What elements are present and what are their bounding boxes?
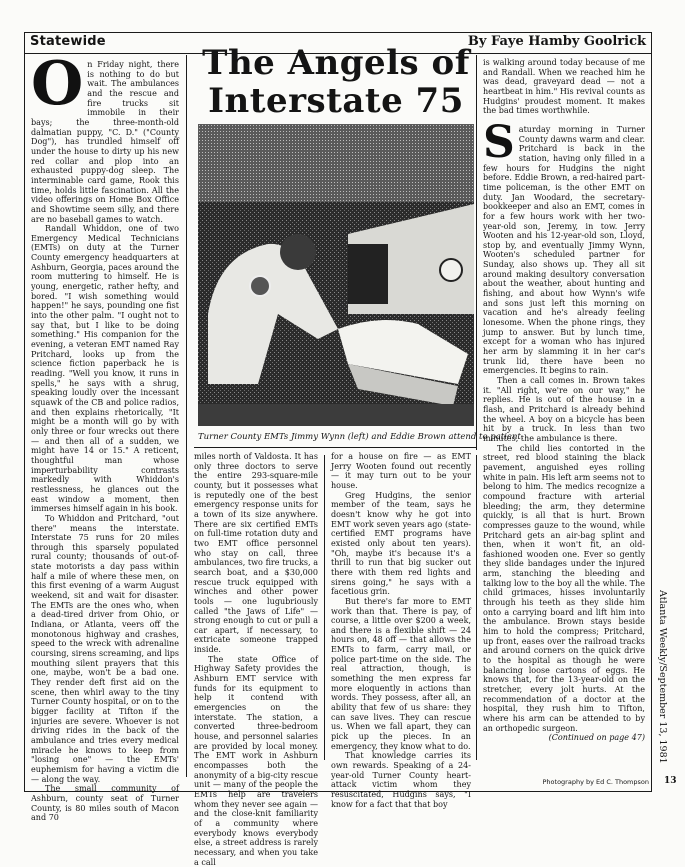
article-title (198, 44, 474, 120)
column-rule (476, 455, 477, 760)
drop-cap-s: S (483, 116, 515, 168)
page-number: 13 (664, 776, 677, 786)
paragraph: That knowledge carries its own rewards. Speaking of a 24-year-old Turner County heart-attack victim whom they resuscitated, Hudgins says, "I know for a fact that that boy (331, 751, 471, 809)
paragraph: miles north of Valdosta. It has only three doctors to serve the entire 293-square-mile county, but it possesses what is reputedly one of the best emergency response units for a town of its size anywhere. There are six certified EMTs on full-time rotation duty and two EMT office personnel who stay on call, three ambulances, two fire trucks, a search boat, and a $30,000 rescue truck equipped with winches and other power tools — one lugubriously called "the Jaws of Life" — strong enough to cut or pull a car apart, if necessary, to extricate someone trapped inside. (194, 452, 318, 655)
paragraph: Greg Hudgins, the senior member of the team, says he doesn't know why he got into EMT work seven years ago (state-certified EMT programs have existed only about ten years). "Oh, maybe it's because it's a thrill to run that big sucker out there with them red lights and sirens going," he says with a facetious grin. (331, 490, 471, 597)
article-column-4 (483, 58, 645, 758)
article-photo (198, 124, 474, 426)
section-label: Statewide (30, 34, 106, 49)
caption-rule (194, 447, 476, 448)
photo-credit: Photography by Ed C. Thompson (542, 778, 649, 786)
photo-image (198, 124, 474, 426)
paragraph: The state Office of Highway Safety provides the Ashburn EMT service with funds for its equipment to help it contend with emergencies on the interstate. The station, a converted three-bedroom house, and personnel salaries are provided by local money. The EMT work in Ashburn encompasses both the anonymity of a big-city rescue unit — many of the people the EMTs help are travelers whom they never see again — and the close-knit familiarity of a community where everybody knows everybody else, a street address is rarely necessary, and when you take a call (194, 654, 318, 867)
article-column-2 (194, 452, 318, 867)
article-column-1 (31, 49, 179, 823)
title-line-2: Interstate 75 (208, 81, 464, 121)
column-rule (186, 55, 187, 777)
paragraph: But there's far more to EMT work than that. There is pay, of course, a little over $200 a week, and there is a flexible shift — 24 hours on, 48 off — that allows the EMTs to farm, carry mail, or police part-time on the side. The real attraction, though, is something the men express far more eloquently in actions than words. They possess, after all, an ability that few of us share: they can save lives. They can rescue us. When we fall apart, they can pick up the pieces. In an emergency, they know what to do. (331, 596, 471, 751)
paragraph: aturday morning in Turner County dawns warm and clear. Pritchard is back in the station, having only filled in a few hours for Hudgins the night before. Eddie Brown, a red-haired part-time policeman, is the other EMT on duty. Jan Woodard, the secretary-bookkeeper and also an EMT, comes in for a few hours work with her two-year-old son, Jeremy, in tow. Jerry Wooten and his 12-year-old son, Lloyd, stop by, and eventually Jimmy Wynn, Wooten's scheduled partner for Sunday, also shows up. They all sit around making desultory conversation about the weather, about hunting and fishing, and about how Wynn's wife and sons just left this morning on vacation and he's already feeling lonesome. When the phone rings, they jump to answer. But by lunch time, except for a woman who has injured her arm by slamming it in her car's trunk lid, there have been no emergencies. It begins to rain. (483, 124, 645, 376)
paragraph: The small community of Ashburn, county seat of Turner County, is 80 miles south of Macon and 70 (31, 784, 179, 823)
paragraph: Randall Whiddon, one of two Emergency Medical Technicians (EMTs) on duty at the Turner County emergency headquarters at Ashburn, Georgia, paces around the room muttering to himself. He is young, energetic, rather hefty, and bored. "I wish something would happen!" he says, pounding one fist into the other palm. "I ought not to say that, but I like to be doing something." His companion for the evening, a veteran EMT named Ray Pritchard, looks up from the science fiction paperback he is reading. "Well you know, it runs in spells," he says with a shrug, speaking loudly over the incessant squawk of the CB and police radios, and then explains rhetorically, "It might be a month will go by with only three or four wrecks out there — and then all of a sudden, we might have 14 or 15." A reticent, thoughtful man whose imperturbability contrasts markedly with Whiddon's restlessness, he glances out the east window a moment, then immerses himself again in his book. (31, 224, 179, 514)
column-rule (324, 455, 325, 760)
drop-cap-o: O (31, 49, 84, 119)
byline: By Faye Hamby Goolrick (467, 34, 646, 49)
paragraph: Then a call comes in. Brown takes it. "All right, we're on our way," he replies. He is out of the house in a flash, and Pritchard is already behind the wheel. A boy on a bicycle has been hit by a truck. In less than two minutes, the ambulance is there. (483, 376, 645, 443)
title-line-1: The Angels of (202, 43, 470, 83)
paragraph: for a house on fire — as EMT Jerry Wooten found out recently — it may turn out to be your house. (331, 452, 471, 490)
paragraph: The child lies contorted in the street, red blood staining the black pavement, anguished eyes rolling white in pain. His left arm seems not to belong to him. The medics recognize a compound fracture with arterial bleeding; the arm, they determine quickly, is all that is hurt. Brown compresses gauze to the wound, while Pritchard gets an air-bag splint and then, when it won't fit, an old-fashioned wooden one. Ever so gently they slide bandages under the injured arm, stanching the bleeding and talking low to the boy all the while. The child grimaces, hisses involuntarily through his teeth as they slide him onto a carrying board and lift him into the ambulance. Brown stays beside him to hold the compress; Pritchard, up front, eases over the railroad tracks and around corners on the quick drive to the hospital as though he were balancing loose cartons of eggs. He knows that, for the 13-year-old on the stretcher, every jolt hurts. At the recommendation of a doctor at the hospital, they rush him to Tifton, where his arm can be attended to by an orthopedic surgeon. (483, 443, 645, 733)
paragraph: is walking around today because of me and Randall. When we reached him he was dead, graveyard dead — not a heartbeat in him." His revival counts as Hudgins' proudest moment. It makes the bad times worthwhile. (483, 58, 645, 116)
continued-link[interactable]: (Continued on page 47) (548, 733, 645, 743)
article-column-3 (331, 452, 471, 809)
column-rule (476, 55, 477, 450)
paragraph: n Friday night, there is nothing to do but wait. The ambulances and the rescue and fire trucks sit immobile in their bays; the three-month-old dalmatian puppy, "C. D." ("County Dog"), has trundled himself off under the house to dirty up his new red collar and plop into an exhausted puppy-dog sleep. The interminable card game, Rook this time, holds little fascination. All the video offerings on Home Box Office and Showtime seem silly, and there are no baseball games to watch. (31, 60, 179, 224)
folio: Atlanta Weekly/September 13, 1981 (657, 590, 668, 764)
paragraph: To Whiddon and Pritchard, "out there" means the interstate. Interstate 75 runs for 20 miles through this sparsely populated rural county; thousands of out-of-state motorists a day pass within half a mile of where these men, on this first evening of a warm August weekend, sit and wait for disaster. The EMTs are the ones who, when a dead-tired driver from Ohio, or Indiana, or Atlanta, veers off the monotonous highway and crashes, speed to the wreck with adrenaline coursing, sirens screaming, and lips mouthing silent prayers that this one, maybe, won't be a bad one. They render deft first aid on the scene, then whirl away to the tiny Turner County hospital, or on to the bigger facility at Tifton if the injuries are severe. Whoever is not driving rides in the back of the ambulance and tries every medical miracle he knows to keep from "losing one" — the EMTs' euphemism for having a victim die — along the way. (31, 513, 179, 784)
photo-caption: Turner County EMTs Jimmy Wynn (left) and Eddie Brown attend to patient. (198, 432, 524, 442)
